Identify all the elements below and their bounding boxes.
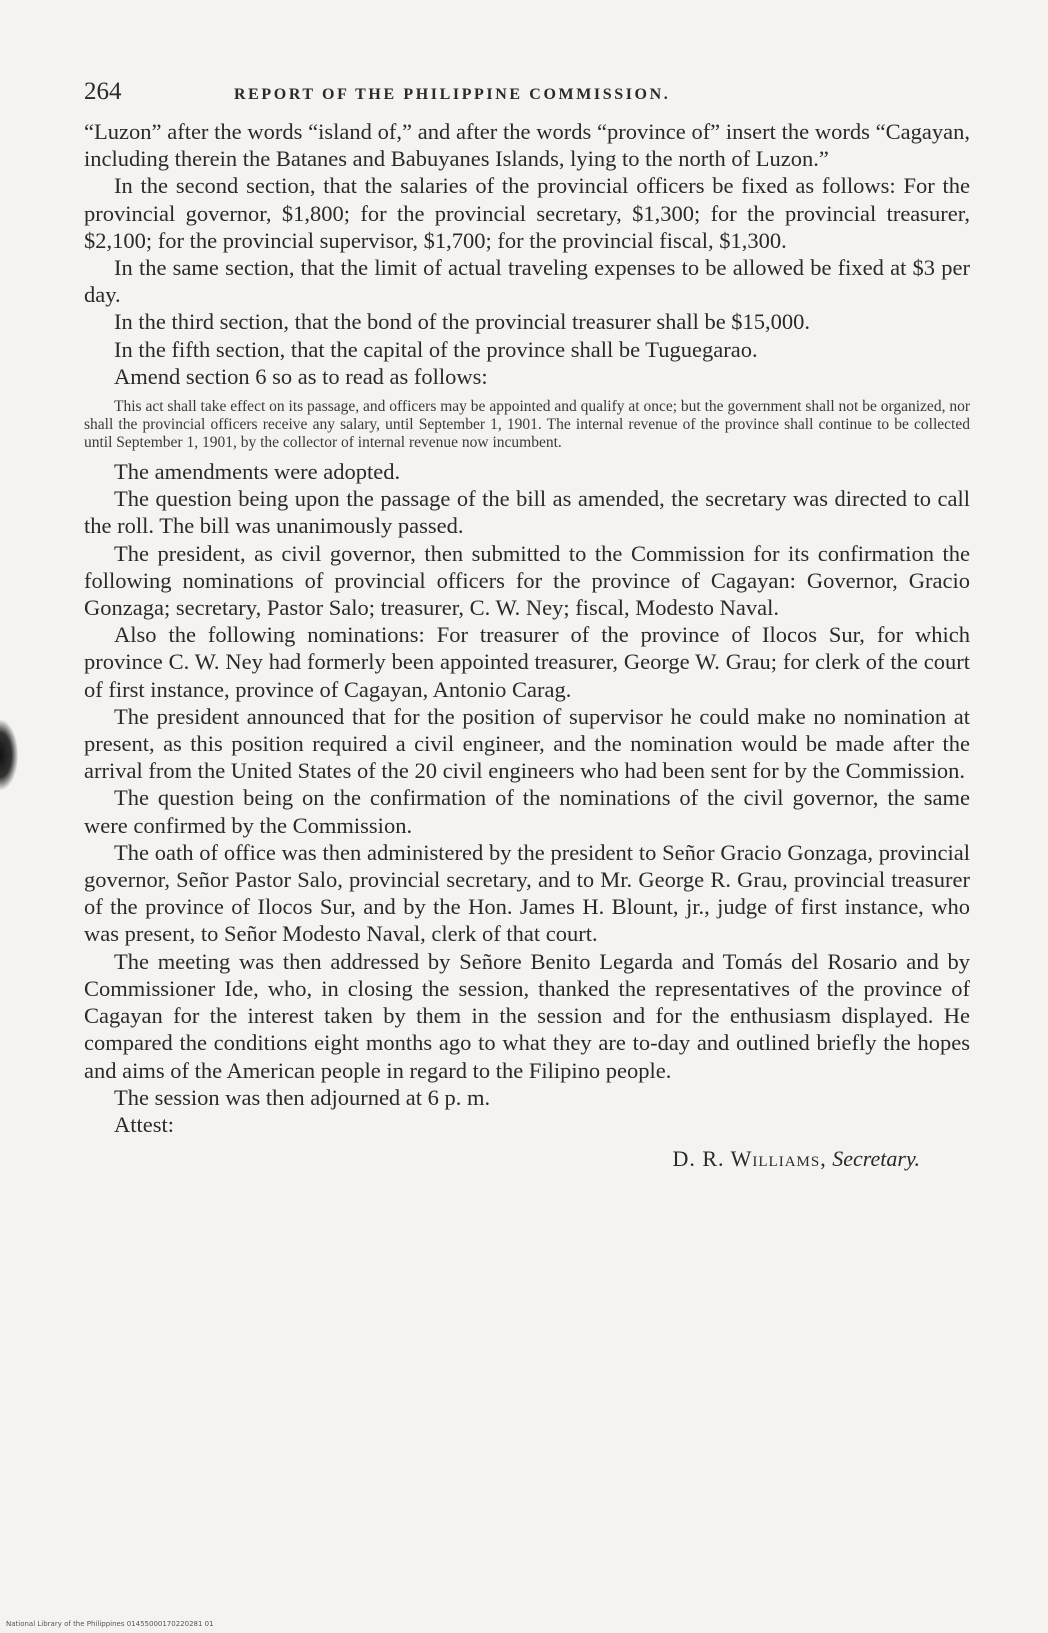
- paragraph-16: Attest:: [114, 1111, 174, 1137]
- paragraph-6: Amend section 6 so as to read as follows:: [114, 363, 488, 389]
- paragraph-11: The president announced that for the position of supervisor he could make no nomination at present, as this position required a civil engineer, and the nomination would be made after the arrival from the United States of the 20 civil engineers who had been sent for by the Commission.: [84, 703, 970, 784]
- paragraph-15: The session was then adjourned at 6 p. m.: [114, 1084, 491, 1110]
- page-header: [84, 78, 970, 118]
- signature-name: D. R. Williams,: [672, 1146, 827, 1172]
- paragraph-12: The question being on the confirmation of the nominations of the civil governor, the same were confirmed by the Commission.: [84, 785, 970, 838]
- paragraph-3: In the same section, that the limit of actual traveling expenses to be allowed be fixed at $3 per day.: [84, 255, 970, 308]
- signature-title: Secretary.: [832, 1146, 920, 1172]
- paragraph-2: In the second section, that the salaries of the provincial officers be fixed as follows: For the provincial governor, $1,800; for the provincial secretary, $1,300; for the provincial treasurer, $2,100; for the provincial supervisor, $1,700; for the provincial fiscal, $1,300.: [84, 173, 970, 253]
- paragraph-14: The meeting was then addressed by Señore Benito Legarda and Tomás del Rosario and by Commissioner Ide, who, in closing the session, thanked the representatives of the province of Cagayan for the interest taken by them in the session and for the enthusiasm displayed. He compared the conditions eight months ago to what they are to-day and outlined briefly the hopes and aims of the American people in regard to the Filipino people.: [84, 948, 970, 1083]
- paragraph-7: The amendments were adopted.: [114, 459, 401, 485]
- paragraph-8: The question being upon the passage of the bill as amended, the secretary was directed to call the roll. The bill was unanimously passed.: [84, 486, 970, 539]
- document-page: [84, 78, 970, 1172]
- paragraph-13: The oath of office was then administered by the president to Señor Gracio Gonzaga, provincial governor, Señor Pastor Salo, provincial secretary, and to Mr. George R. Grau, provincial treasurer of the province of Ilocos Sur, and by the Hon. James H. Blount, jr., judge of first instance, who was present, to Señor Modesto Naval, clerk of that court.: [84, 839, 970, 947]
- scan-edge-shadow: [0, 720, 18, 790]
- paragraph-5: In the fifth section, that the capital of the province shall be Tuguegarao.: [114, 336, 758, 362]
- paragraph-4: In the third section, that the bond of the provincial treasurer shall be $15,000.: [114, 309, 811, 335]
- page-number: 264: [84, 78, 122, 105]
- library-footer: National Library of the Philippines 01455000170220281 01: [6, 1620, 214, 1628]
- quoted-amendment: This act shall take effect on its passage, and officers may be appointed and qualify at once; but the government shall not be organized, nor shall the provincial officers receive any salary, until September 1, 1901. The internal revenue of the province shall continue to be collected until September 1, 1901, by the collector of internal revenue now incumbent.: [84, 398, 970, 452]
- paragraph-1: “Luzon” after the words “island of,” and after the words “province of” insert the words “Cagayan, including therein the Batanes and Babuyanes Islands, lying to the north of Luzon.”: [84, 119, 970, 172]
- paragraph-10: Also the following nominations: For treasurer of the province of Ilocos Sur, for which province C. W. Ney had formerly been appointed treasurer, George W. Grau; for clerk of the court of first instance, province of Cagayan, Antonio Carag.: [84, 622, 970, 702]
- signature-block: [84, 1146, 970, 1172]
- paragraph-9: The president, as civil governor, then submitted to the Commission for its confirmation the following nominations of provincial officers for the province of Cagayan: Governor, Gracio Gonzaga; secretary, Pastor Salo; treasurer, C. W. Ney; fiscal, Modesto Naval.: [84, 540, 970, 621]
- running-title: REPORT OF THE PHILIPPINE COMMISSION.: [234, 86, 671, 103]
